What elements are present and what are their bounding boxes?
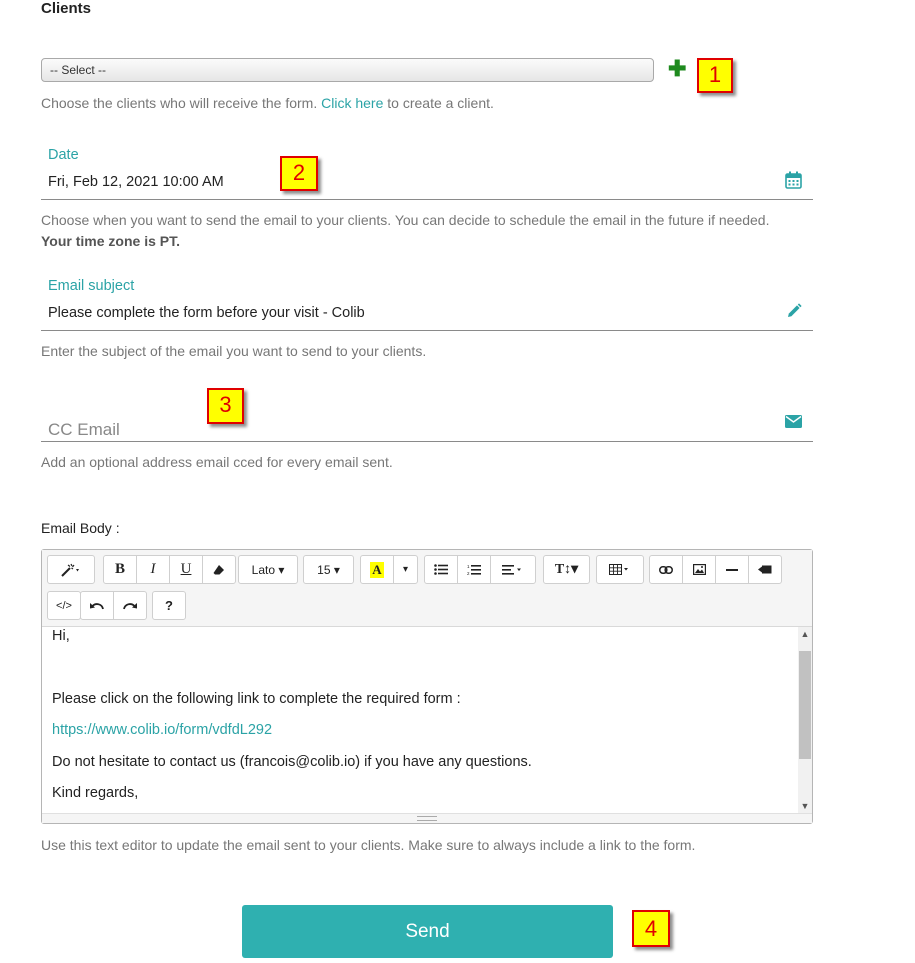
clients-select[interactable]: -- Select -- xyxy=(41,58,654,82)
color-dropdown-button[interactable]: ▾ xyxy=(393,555,418,584)
clients-help-text: Choose the clients who will receive the form. xyxy=(41,95,318,111)
body-line-closing: Kind regards, xyxy=(52,785,139,801)
horizontal-rule-icon[interactable] xyxy=(715,555,749,584)
send-button[interactable]: Send xyxy=(242,905,613,958)
subject-label: Email subject xyxy=(48,278,135,294)
envelope-icon xyxy=(785,415,802,431)
font-size-value: 15 xyxy=(317,562,331,577)
scroll-down-arrow[interactable]: ▼ xyxy=(800,801,810,811)
date-field[interactable]: Fri, Feb 12, 2021 10:00 AM xyxy=(48,174,224,190)
email-body-editor[interactable] xyxy=(41,549,813,824)
help-icon[interactable]: ? xyxy=(152,591,186,620)
cc-email-input[interactable]: CC Email xyxy=(48,420,120,439)
date-help: Choose when you want to send the email to your clients. You can decide to schedule the email in the future if needed. xyxy=(41,212,770,228)
form-link[interactable]: https://www.colib.io/form/vdfdL292 xyxy=(52,722,273,738)
svg-text:1: 1 xyxy=(467,563,470,569)
numbered-list-icon[interactable] xyxy=(457,555,491,584)
redo-icon[interactable] xyxy=(113,591,147,620)
pencil-icon[interactable] xyxy=(786,303,802,322)
scroll-up-arrow[interactable]: ▲ xyxy=(800,629,810,639)
bullet-list-icon[interactable] xyxy=(424,555,458,584)
code-view-icon[interactable]: </> xyxy=(47,591,81,620)
body-line-greeting: Hi, xyxy=(52,628,70,644)
create-client-link[interactable]: Click here xyxy=(321,95,384,111)
eraser-icon[interactable] xyxy=(202,555,236,584)
magic-style-button[interactable] xyxy=(47,555,95,584)
timezone-note: Your time zone is PT. xyxy=(41,233,180,249)
calendar-icon[interactable] xyxy=(785,171,802,192)
editor-resize-bar[interactable] xyxy=(42,813,812,823)
editor-toolbar xyxy=(42,550,812,627)
date-label: Date xyxy=(48,147,79,163)
email-body-label: Email Body : xyxy=(41,520,120,536)
highlight-color-icon: A xyxy=(372,561,382,577)
body-line-contact: Do not hesitate to contact us (francois@colib.io) if you have any questions. xyxy=(52,754,532,770)
table-icon[interactable] xyxy=(596,555,644,584)
body-help: Use this text editor to update the email sent to your clients. Make sure to always include a link to the form. xyxy=(41,837,696,853)
editor-scrollbar[interactable] xyxy=(798,627,812,813)
cc-help: Add an optional address email cced for every email sent. xyxy=(41,454,393,470)
undo-icon[interactable] xyxy=(80,591,114,620)
underline-button[interactable]: U xyxy=(169,555,203,584)
annotation-badge-2: 2 xyxy=(280,156,318,191)
subject-field[interactable]: Please complete the form before your visit - Colib xyxy=(48,305,365,321)
plus-icon[interactable]: ✚ xyxy=(668,56,687,81)
font-size-dropdown[interactable]: 15 ▾ xyxy=(303,555,354,584)
body-line-instruction: Please click on the following link to complete the required form : xyxy=(52,691,461,707)
italic-button[interactable]: I xyxy=(136,555,170,584)
clients-help xyxy=(41,95,494,111)
cc-underline xyxy=(41,441,813,442)
clients-help-suffix: to create a client. xyxy=(387,95,494,111)
scroll-thumb[interactable] xyxy=(799,651,811,759)
bold-button[interactable]: B xyxy=(103,555,137,584)
line-height-icon[interactable]: T↕▾ xyxy=(543,555,590,584)
svg-text:2: 2 xyxy=(467,570,470,576)
date-underline xyxy=(41,199,813,200)
editor-content[interactable] xyxy=(42,627,798,813)
annotation-badge-1: 1 xyxy=(697,58,733,93)
video-icon[interactable] xyxy=(748,555,782,584)
font-name-value: Lato xyxy=(251,562,275,577)
image-icon[interactable] xyxy=(682,555,716,584)
link-icon[interactable] xyxy=(649,555,683,584)
resize-grip-icon[interactable] xyxy=(417,816,437,821)
annotation-badge-4: 4 xyxy=(632,910,670,947)
annotation-badge-3: 3 xyxy=(207,388,244,424)
align-dropdown-button[interactable] xyxy=(490,555,536,584)
highlight-color-button[interactable] xyxy=(360,555,394,584)
subject-underline xyxy=(41,330,813,331)
subject-help: Enter the subject of the email you want to send to your clients. xyxy=(41,343,427,359)
clients-title: Clients xyxy=(41,0,92,17)
font-name-dropdown[interactable]: Lato ▾ xyxy=(238,555,298,584)
